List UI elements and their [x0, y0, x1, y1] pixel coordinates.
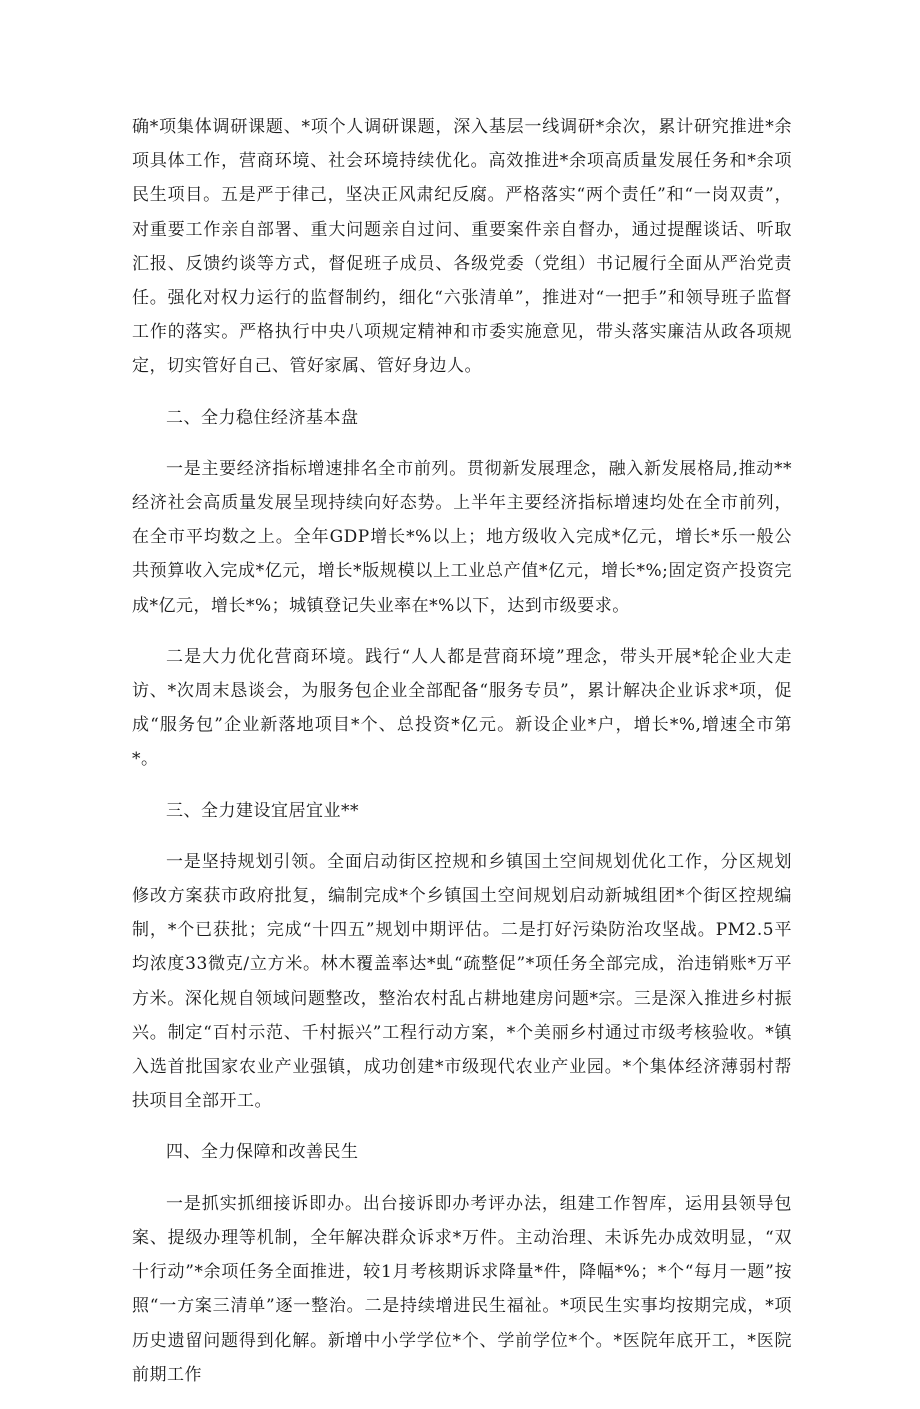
document-body	[132, 110, 792, 1409]
paragraph-business-environment: 二是大力优化营商环境。践行“人人都是营商环境”理念，带头开展*轮企业大走访、*次周末恳谈会，为服务包企业全部配备“服务专员”，累计解决企业诉求*项，促成“服务包”企业新落地项目*个、总投资*亿元。新设企业*户，增长*%,增速全市第*。	[132, 646, 792, 770]
section-heading-livelihood: 四、全力保障和改善民生	[166, 1142, 359, 1163]
section-heading-livable: 三、全力建设宜居宜业**	[166, 800, 359, 821]
section-heading-economy: 二、全力稳住经济基本盘	[166, 407, 359, 428]
paragraph-planning: 一是坚持规划引领。全面启动街区控规和乡镇国土空间规划优化工作，分区规划修改方案获市政府批复，编制完成*个乡镇国土空间规划启动新城组团*个街区控规编制，*个已获批；完成“十四五”规划中期评估。二是打好污染防治攻坚战。PM2.5平均浓度33微克/立方米。林木覆盖率达*虬“疏整促”*项任务全部完成，治违销账*万平方米。深化规自领域问题整改，整治农村乱占耕地建房问题*宗。三是深入推进乡村振兴。制定“百村示范、千村振兴”工程行动方案，*个美丽乡村通过市级考核验收。*镇入选首批国家农业产业强镇，成功创建*市级现代农业产业园。*个集体经济薄弱村帮扶项目全部开工。	[132, 851, 792, 1112]
paragraph-economic-indicators: 一是主要经济指标增速排名全市前列。贯彻新发展理念，融入新发展格局,推动**经济社会高质量发展呈现持续向好态势。上半年主要经济指标增速均处在全市前列，在全市平均数之上。全年GDP增长*%以上；地方级收入完成*亿元，增长*乐一般公共预算收入完成*亿元，增长*版规模以上工业总产值*亿元，增长*%;固定资产投资完成*亿元，增长*%；城镇登记失业率在*%以下，达到市级要求。	[132, 458, 792, 616]
paragraph-livelihood: 一是抓实抓细接诉即办。出台接诉即办考评办法，组建工作智库，运用县领导包案、提级办理等机制，全年解决群众诉求*万件。主动治理、未诉先办成效明显，“双十行动”*余项任务全面推进，较1月考核期诉求降量*件，降幅*%；*个“每月一题”按照“一方案三清单”逐一整治。二是持续增进民生福祉。*项民生实事均按期完成，*项历史遗留问题得到化解。新增中小学学位*个、学前学位*个。*医院年底开工，*医院前期工作	[132, 1193, 792, 1385]
paragraph-continued: 确*项集体调研课题、*项个人调研课题，深入基层一线调研*余次，累计研究推进*余项具体工作，营商环境、社会环境持续优化。高效推进*余项高质量发展任务和*余项民生项目。五是严于律己，坚决正风肃纪反腐。严格落实“两个责任”和“一岗双责”，对重要工作亲自部署、重大问题亲自过问、重要案件亲自督办，通过提醒谈话、听取汇报、反馈约谈等方式，督促班子成员、各级党委（党组）书记履行全面从严治党责任。强化对权力运行的监督制约，细化“六张清单”，推进对“一把手”和领导班子监督工作的落实。严格执行中央八项规定精神和市委实施意见，带头落实廉洁从政各项规定，切实管好自己、管好家属、管好身边人。	[132, 117, 792, 377]
